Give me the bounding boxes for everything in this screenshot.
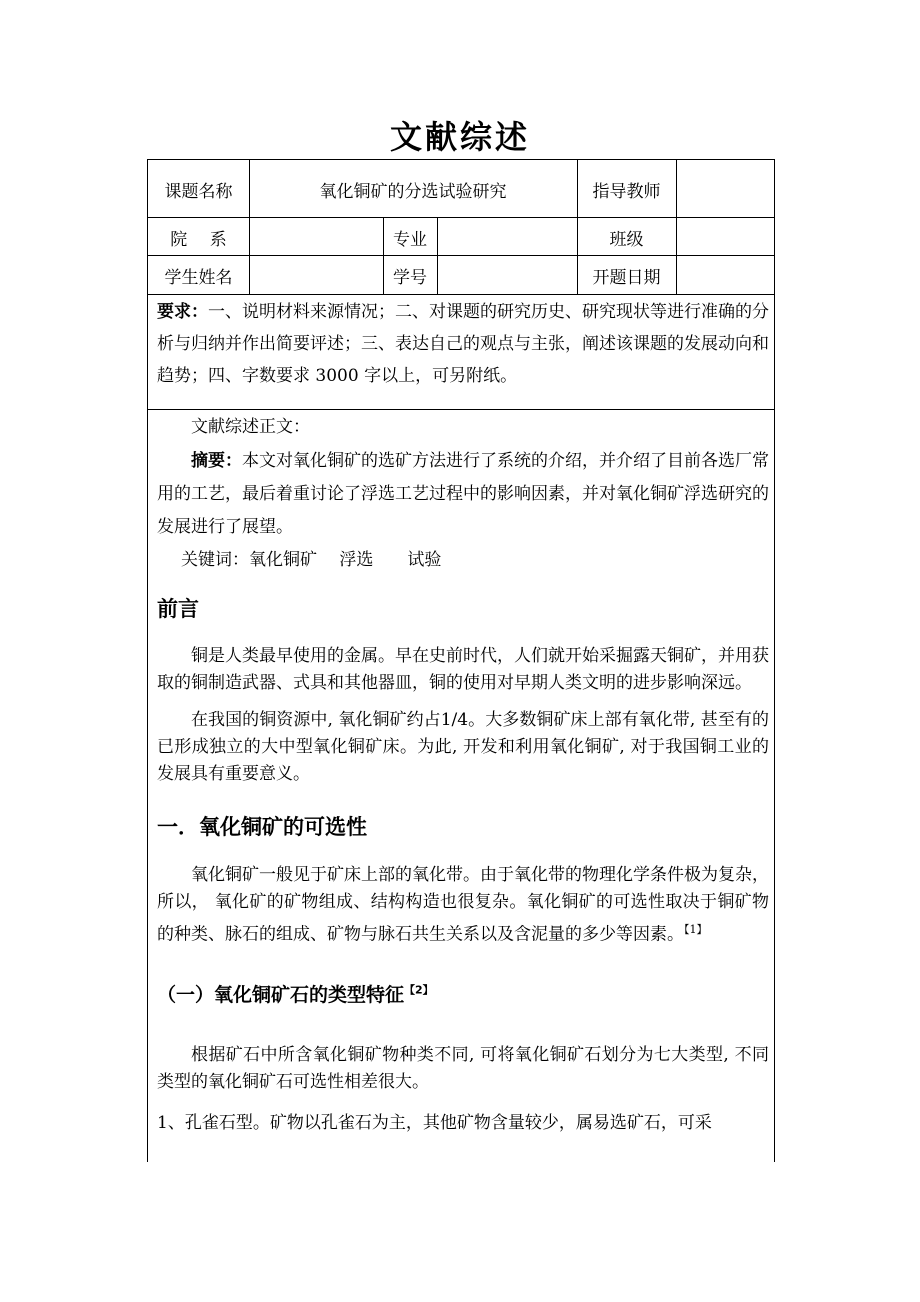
- row-divider: [148, 294, 774, 295]
- type-item-1: 1、孔雀石型。矿物以孔雀石为主，其他矿物含量较少，属易选矿石，可采: [157, 1112, 712, 1133]
- preface-paragraph-2: 在我国的铜资源中, 氧化铜矿约占1/4。大多数铜矿床上部有氧化带, 甚至有的已形成独立的大中型氧化铜矿床。为此, 开发和利用氧化铜矿, 对于我国铜工业的发展具有重要意义。: [157, 710, 769, 784]
- subsection-1-heading: [157, 980, 769, 1007]
- subsection-1-title: （一）氧化铜矿石的类型特征: [157, 983, 405, 1006]
- abstract: [157, 445, 769, 544]
- row-divider: [148, 409, 774, 410]
- student-name-label: 学生姓名: [164, 268, 233, 288]
- section-1-text: 氧化铜矿一般见于矿床上部的氧化带。由于氧化带的物理化学条件极为复杂， 所以， 氧化矿的矿物组成、结构构造也很复杂。氧化铜矿的可选性取决于铜矿物的种类、脉石的组成、矿物与脉石共生关系以及含泥量的多少等因素。: [157, 865, 769, 945]
- body-heading: 文献综述正文：: [191, 417, 310, 437]
- review-form: [147, 159, 775, 1162]
- topic-value: 氧化铜矿的分选试验研究: [319, 182, 507, 202]
- department-label: 院 系: [170, 230, 227, 250]
- class-label: 班级: [609, 230, 644, 250]
- advisor-label: 指导教师: [592, 182, 661, 202]
- topic-label: 课题名称: [164, 182, 233, 202]
- keywords: 关键词：氧化铜矿 浮选 试验: [181, 550, 442, 570]
- citation-2: 【2】: [404, 983, 434, 997]
- student-id-label: 学号: [393, 268, 427, 288]
- requirements-block: [157, 296, 769, 392]
- start-date-label: 开题日期: [592, 268, 661, 288]
- review-body: [157, 412, 769, 1137]
- row-divider: [148, 255, 774, 256]
- requirements-label: 要求：: [157, 302, 208, 322]
- document-title: 文献综述: [389, 118, 530, 156]
- requirements-text: 一、说明材料来源情况；二、对课题的研究历史、研究现状等进行准确的分析与归纳并作出简要评述；三、表达自己的观点与主张，阐述该课题的发展动向和趋势；四、字数要求 3000 字以上，可另附纸。: [157, 302, 769, 386]
- col-divider: [676, 160, 677, 294]
- row-divider: [148, 217, 774, 218]
- abstract-text: 本文对氧化铜矿的选矿方法进行了系统的介绍，并介绍了目前各选厂常用的工艺，最后着重讨论了浮选工艺过程中的影响因素，并对氧化铜矿浮选研究的发展进行了展望。: [157, 451, 769, 537]
- col-divider: [437, 217, 438, 294]
- abstract-label: 摘要：: [191, 451, 242, 471]
- preface-paragraph-1: 铜是人类最早使用的金属。早在史前时代，人们就开始采掘露天铜矿，并用获取的铜制造武器、式具和其他器皿，铜的使用对早期人类文明的进步影响深远。: [157, 646, 769, 693]
- section-1-heading: 一．氧化铜矿的可选性: [157, 815, 367, 839]
- section-preface-heading: 前言: [157, 597, 199, 621]
- major-label: 专业: [393, 230, 427, 250]
- section-1-paragraph: [157, 862, 769, 949]
- subsection-1-paragraph: 根据矿石中所含氧化铜矿物种类不同, 可将氧化铜矿石划分为七大类型, 不同类型的氧化铜矿石可选性相差很大。: [157, 1044, 769, 1092]
- citation-1: 【1】: [684, 923, 708, 936]
